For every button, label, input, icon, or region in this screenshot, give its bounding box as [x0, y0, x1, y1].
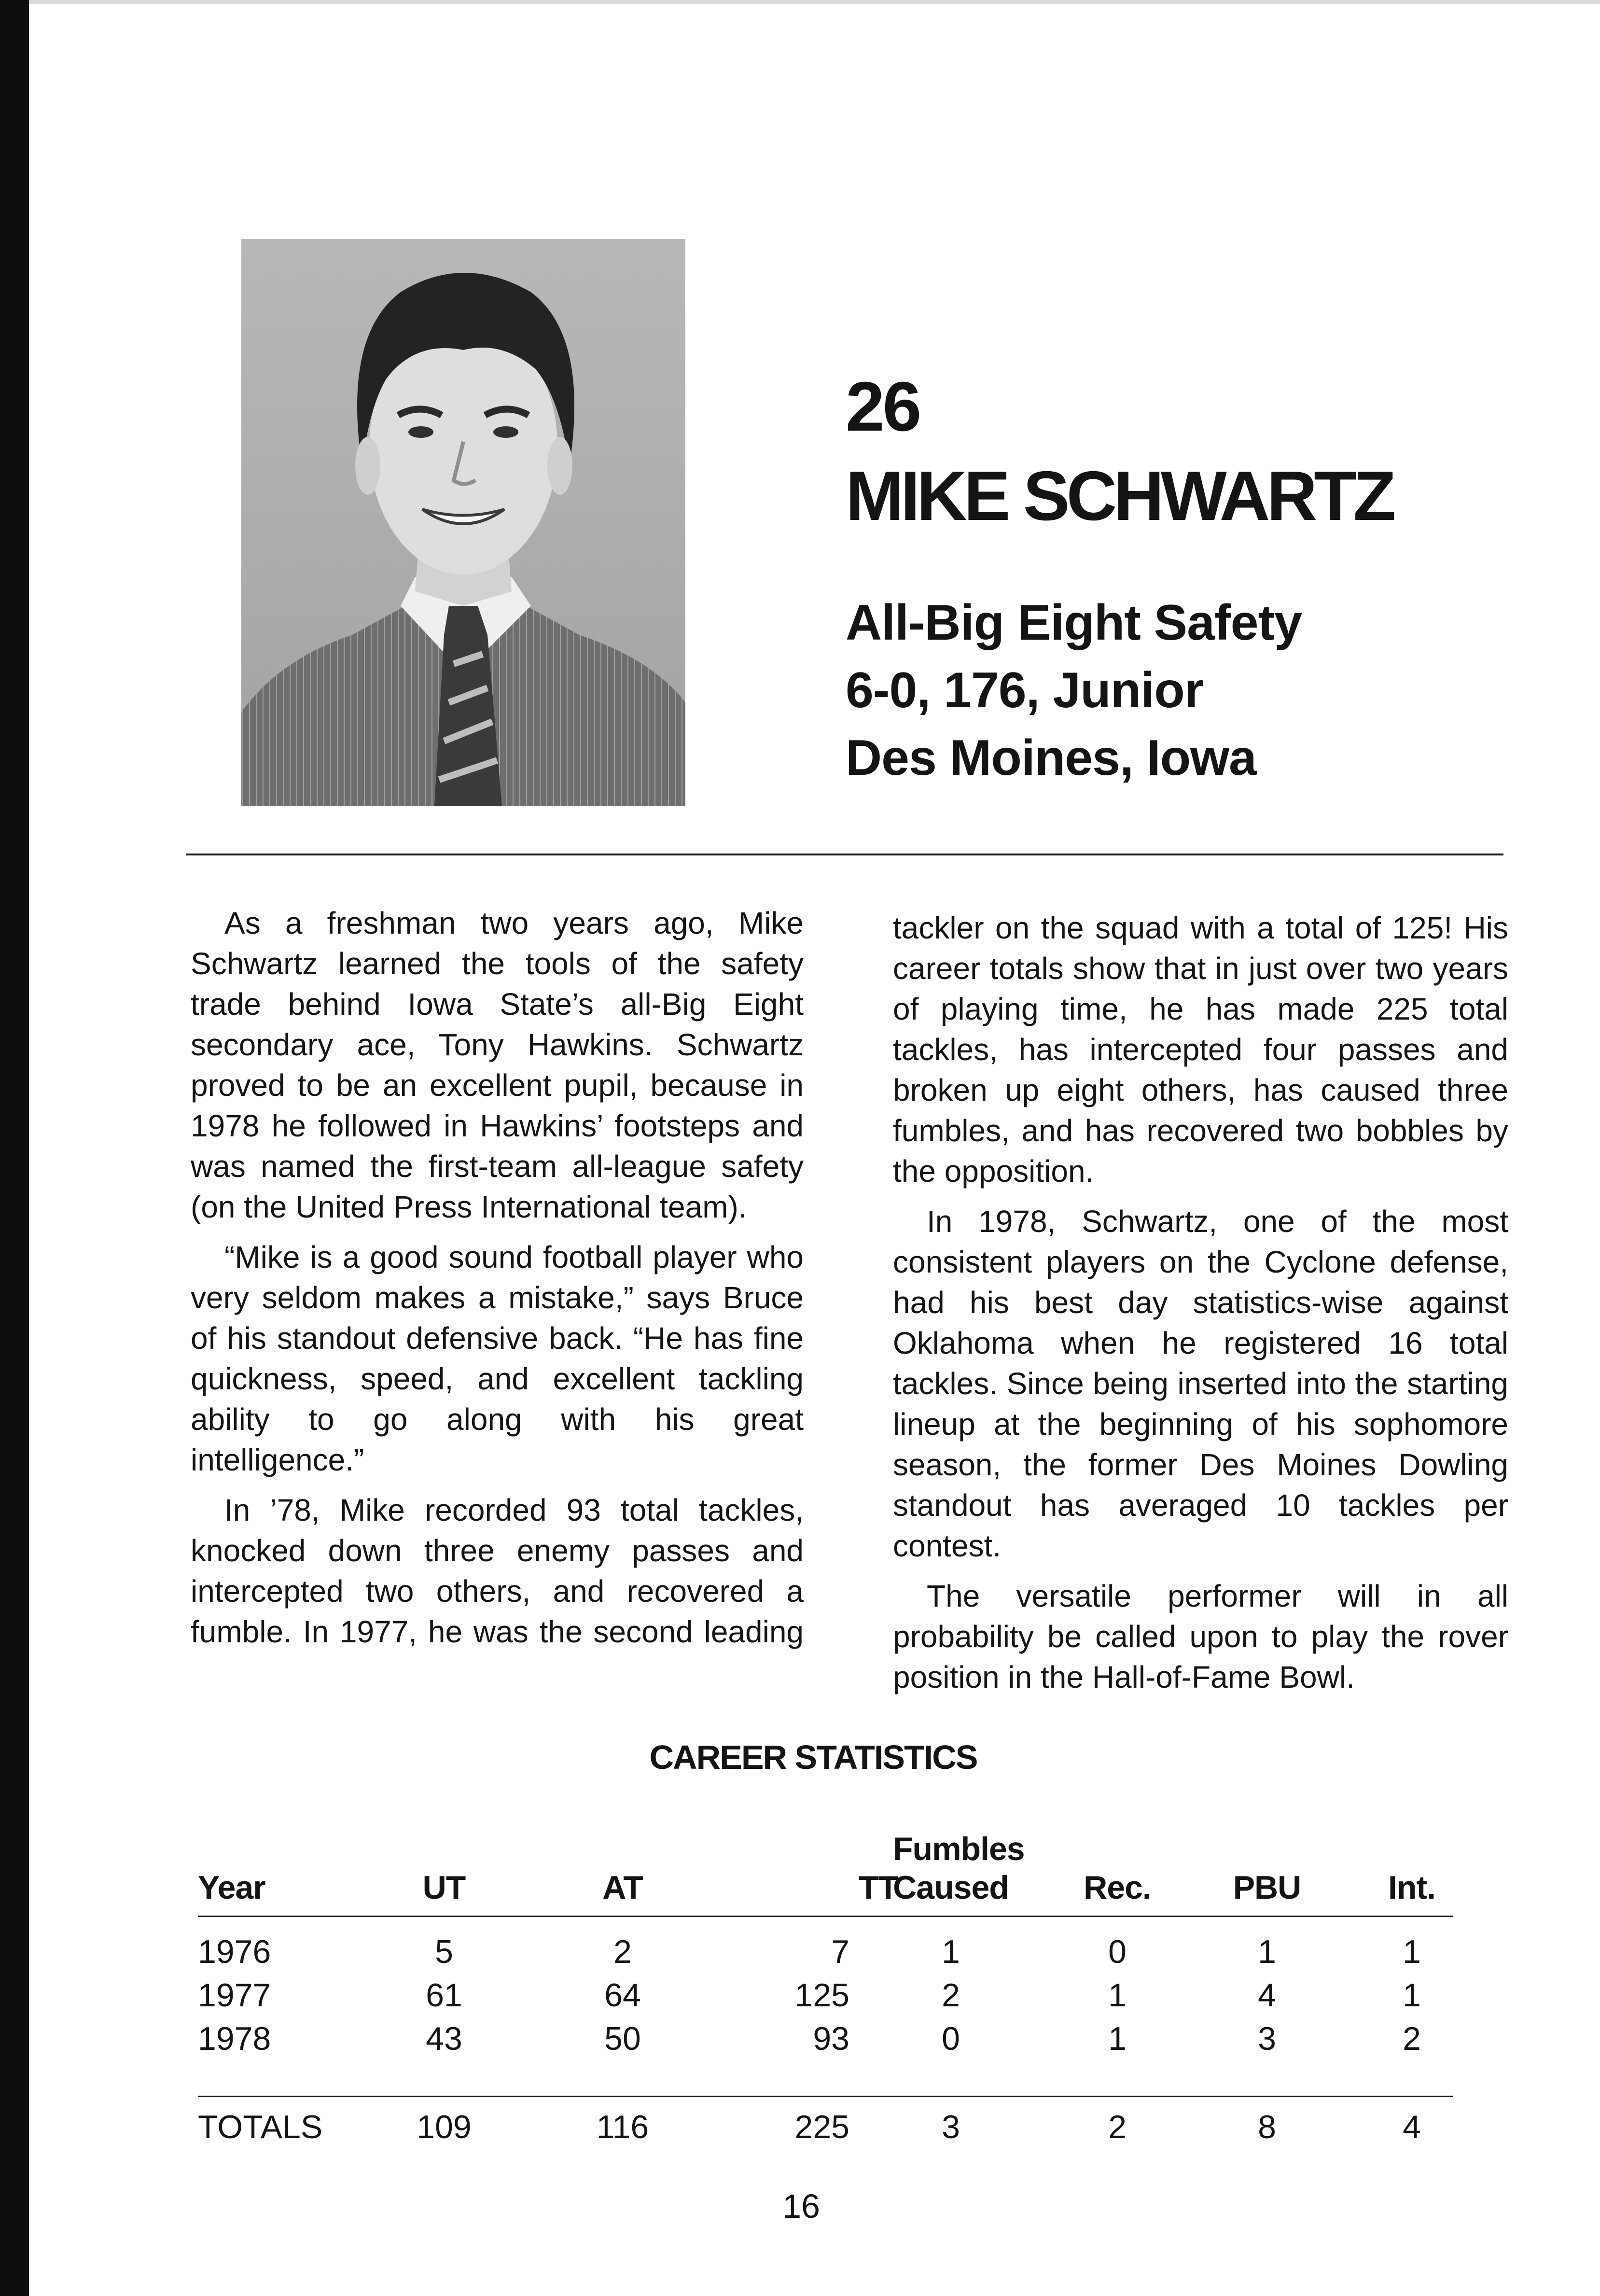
cell-rec: 2: [1108, 2109, 1127, 2145]
bio-paragraph: “Mike is a good sound football player who very seldom makes a mistake,” says Bruce of his standout defensive back. “He has fine quickness, speed, and excellent tackling ability to go along with his great intelligence.”: [191, 1240, 804, 1477]
cell-ut: 5: [435, 1933, 453, 1970]
cell-pbu: 4: [1258, 1977, 1276, 2014]
cell-year: 1978: [198, 2020, 271, 2057]
bio-paragraph: As a freshman two years ago, Mike Schwartz learned the tools of the safety trade behind Iowa State’s all-Big Eight secondary ace, Tony Hawkins. Schwartz proved to be an excellent pupil, because in 1978 he followed in Hawkins’ footsteps and was named the first-team all-league safety (on the United Press International team).: [191, 906, 804, 1224]
cell-int: 1: [1403, 1933, 1421, 1970]
table-row: [198, 1927, 1453, 1970]
cell-ut: 61: [426, 1977, 462, 2014]
cell-caused: 2: [942, 1977, 960, 2014]
cell-at: 116: [596, 2109, 649, 2145]
cell-tt: 93: [813, 2020, 849, 2057]
cell-ut: 43: [426, 2020, 462, 2057]
player-portrait: [241, 239, 685, 806]
cell-at: 50: [604, 2020, 641, 2057]
bio-paragraph: In ’78, Mike recorded 93 total tackles, knocked down three enemy passes and intercepted two others, and recovered a fumble. In 1977, he was the second leading: [191, 1493, 804, 1649]
cell-totals-label: TOTALS: [198, 2109, 323, 2145]
cell-int: 4: [1403, 2109, 1421, 2145]
header-divider: [186, 854, 1503, 855]
bio-paragraph: In 1978, Schwartz, one of the most consistent players on the Cyclone defense, had his best day statistics-wise against Oklahoma when he registered 16 total tackles. Since being inserted into the starting lineup at the beginning of his sophomore season, the former Des Moines Dowling standout has averaged 10 tackles per contest.: [893, 1204, 1508, 1563]
cell-at: 2: [613, 1933, 632, 1970]
cell-year: 1976: [198, 1933, 271, 1970]
player-vitals: 6-0, 176, Junior: [846, 662, 1204, 718]
cell-pbu: 8: [1258, 2109, 1276, 2145]
player-honor: All-Big Eight Safety: [846, 595, 1302, 651]
cell-at: 64: [604, 1977, 641, 2014]
player-name: MIKE SCHWARTZ: [846, 457, 1393, 535]
header-tt: TT: [858, 1869, 898, 1906]
cell-int: 1: [1403, 1977, 1421, 2014]
scan-top-edge: [29, 0, 1600, 4]
cell-pbu: 3: [1258, 2020, 1276, 2057]
bio-column-right: [893, 908, 1508, 1697]
cell-caused: 0: [942, 2020, 960, 2057]
cell-caused: 3: [942, 2109, 960, 2145]
totals-row: [198, 2102, 1453, 2145]
cell-caused: 1: [942, 1933, 960, 1970]
page-number: 16: [782, 2187, 820, 2225]
cell-ut: 109: [417, 2109, 472, 2145]
bio-paragraph: tackler on the squad with a total of 125! His career totals show that in just over two years of playing time, he has made 225 total tackles, has intercepted four passes and broken up eight others, has caused three fumbles, and has recovered two bobbles by the opposition.: [893, 910, 1508, 1189]
cell-int: 2: [1403, 2020, 1421, 2057]
cell-rec: 1: [1108, 2020, 1127, 2057]
bio-paragraph: The versatile performer will in all probability be called upon to play the rover position in the Hall-of-Fame Bowl.: [893, 1579, 1508, 1694]
header-at: AT: [602, 1869, 643, 1906]
stats-title: CAREER STATISTICS: [649, 1738, 977, 1776]
header-int: Int.: [1388, 1869, 1435, 1906]
player-meta: [846, 589, 1521, 792]
player-header: [846, 367, 1521, 792]
cell-tt: 225: [794, 2109, 849, 2145]
header-caused: Caused: [893, 1869, 1009, 1906]
career-stats-table: [198, 1825, 1453, 2145]
table-row: [198, 2014, 1453, 2057]
cell-year: 1977: [198, 1977, 271, 2014]
header-fumbles-group: Fumbles: [893, 1831, 1025, 1867]
cell-tt: 7: [831, 1933, 849, 1970]
header-pbu: PBU: [1233, 1869, 1301, 1906]
scan-edge: [0, 0, 29, 2296]
header-rec: Rec.: [1084, 1869, 1151, 1906]
cell-pbu: 1: [1258, 1933, 1276, 1970]
jersey-number: 26: [846, 367, 920, 446]
table-header: [198, 1825, 1453, 1907]
table-row: [198, 1970, 1453, 2014]
header-ut: UT: [422, 1869, 466, 1906]
header-year: Year: [198, 1869, 265, 1906]
player-hometown: Des Moines, Iowa: [846, 730, 1256, 786]
bio-column-left: [191, 903, 804, 1652]
cell-rec: 0: [1108, 1933, 1127, 1970]
cell-rec: 1: [1108, 1977, 1127, 2014]
cell-tt: 125: [794, 1977, 849, 2014]
